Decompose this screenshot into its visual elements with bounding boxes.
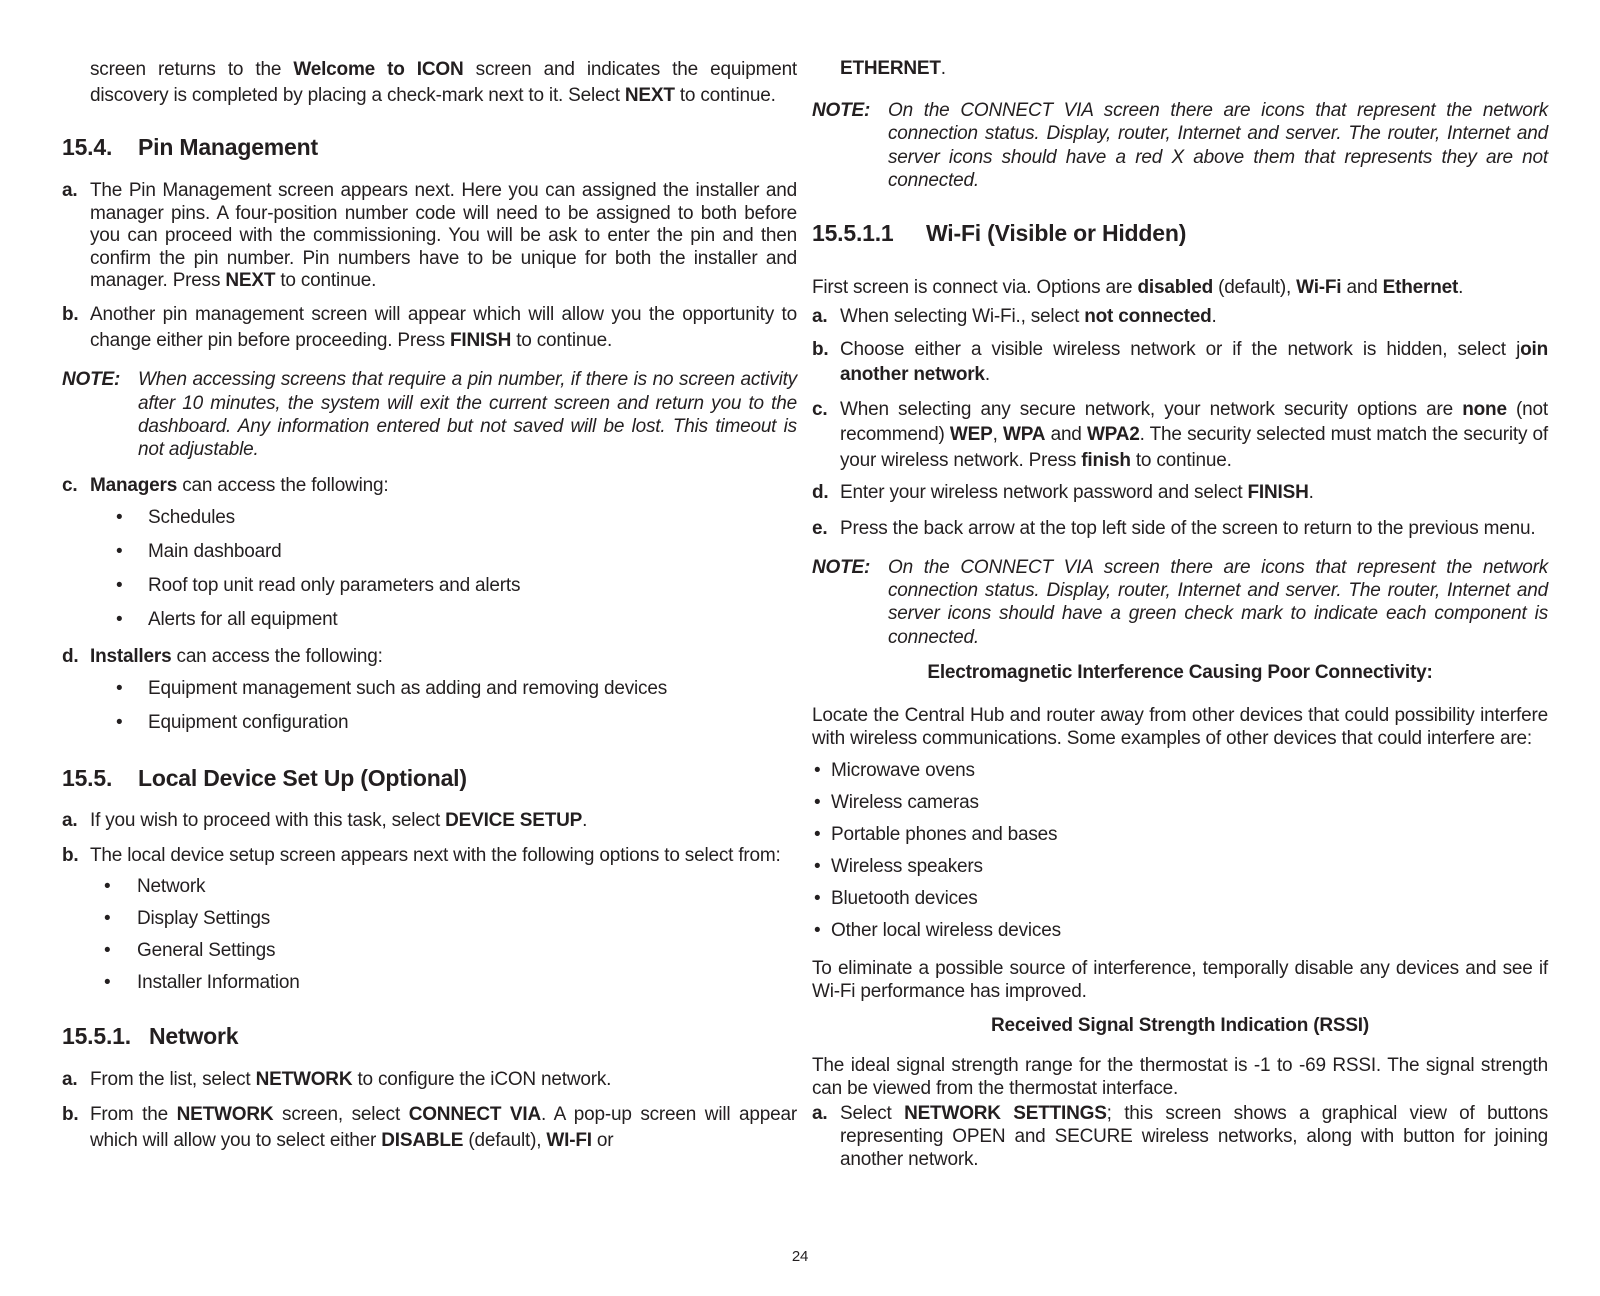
bullet-item <box>104 875 797 907</box>
heading-title: Local Device Set Up (Optional) <box>138 764 467 791</box>
bullet-item <box>116 506 797 540</box>
bullet-item <box>116 608 797 642</box>
heading-number: 15.5.1.1 <box>812 219 894 246</box>
devices-list <box>814 759 1548 951</box>
bold-text: Managers <box>90 474 178 496</box>
bullet-text: Equipment configuration <box>148 711 349 733</box>
bullet-icon: • <box>104 940 111 962</box>
bullet-text: Wireless speakers <box>831 855 983 877</box>
bullet-icon: • <box>814 919 821 941</box>
bold-text: WPA2 <box>1086 424 1140 446</box>
bullet-text: Main dashboard <box>148 540 282 562</box>
text-run: Select <box>840 1103 905 1125</box>
list-item-c <box>62 474 797 497</box>
bold-text: WI-FI <box>546 1129 592 1151</box>
bullet-item <box>814 887 1548 919</box>
bullet-item <box>116 574 797 608</box>
setup-options-list <box>104 875 797 1003</box>
text-run: to continue. <box>674 84 776 106</box>
item-label: a. <box>62 809 78 831</box>
bullet-icon: • <box>116 506 123 528</box>
bold-text: FINISH <box>450 329 512 351</box>
text-run: . <box>984 364 990 386</box>
text-run: or <box>591 1129 614 1151</box>
text-run: to configure the iCON network. <box>352 1069 612 1091</box>
heading-number: 15.4. <box>62 134 113 160</box>
section-heading-15-5-1 <box>62 1023 797 1050</box>
text-run: , <box>992 424 1003 446</box>
bold-text: disabled <box>1137 276 1213 298</box>
bold-text: ETHERNET <box>840 58 941 79</box>
item-label: b. <box>62 1104 79 1126</box>
text-run: . <box>1211 305 1217 327</box>
list-item-a <box>812 1103 1548 1171</box>
list-item-a <box>62 809 797 832</box>
bold-text: none <box>1462 398 1507 420</box>
list-item-b <box>62 1102 797 1153</box>
list-item-c <box>812 397 1548 474</box>
note-not-connected <box>812 99 1548 193</box>
bullet-icon: • <box>116 608 123 630</box>
bold-text: DEVICE SETUP <box>445 809 583 831</box>
bullet-text: Network <box>137 876 206 898</box>
bullet-item <box>104 907 797 939</box>
list-item-b <box>812 337 1548 388</box>
heading-title: Wi-Fi (Visible or Hidden) <box>926 219 1187 246</box>
text-run: and <box>1341 276 1383 298</box>
bullet-icon: • <box>116 677 123 699</box>
list-item-b <box>62 302 797 353</box>
item-label: c. <box>812 398 828 420</box>
heading-title: Pin Management <box>138 134 318 160</box>
text-run: When selecting any secure network, your network security options are <box>840 398 1463 420</box>
bullet-text: Installer Information <box>137 972 300 994</box>
bullet-icon: • <box>116 574 123 596</box>
text-run: . <box>582 809 588 831</box>
bold-text: NEXT <box>624 84 675 106</box>
text-run: Choose either a visible wireless network or if the network is hidden, select j <box>840 338 1521 360</box>
note-timeout <box>62 368 797 462</box>
bold-text: NEXT <box>225 270 276 292</box>
text-run: When accessing screens that require a pin number, if there is no screen activity after 10 minutes, the system will exit the current screen and return you to the dashboard. Any information entered but not saved will be lost. This timeout is not adjustable. <box>138 369 797 461</box>
bullet-item <box>116 711 797 745</box>
text-run: On the CONNECT VIA screen there are icons that represent the network connection status. Display, router, Internet and server. The router, Internet and server icons should have a red X above them that represents they are not connected. <box>888 100 1548 192</box>
list-item-a <box>62 1068 797 1091</box>
text-run: If you wish to proceed with this task, select <box>90 809 446 831</box>
section-heading-15-5-1-1 <box>812 220 1548 247</box>
bullet-item <box>814 759 1548 791</box>
list-item-e <box>812 516 1548 542</box>
bullet-text: Roof top unit read only parameters and alerts <box>148 574 521 596</box>
item-label: e. <box>812 518 828 540</box>
list-item-d <box>62 645 797 668</box>
text-run: screen, select <box>273 1104 409 1126</box>
text-run: . <box>940 58 946 79</box>
emi-paragraph <box>812 705 1548 751</box>
bullet-text: Wireless cameras <box>831 791 979 813</box>
list-item-d <box>812 481 1548 504</box>
bullet-item <box>814 791 1548 823</box>
text-run: to continue. <box>1130 449 1232 471</box>
text-run: to continue. <box>511 329 613 351</box>
text-run: Locate the Central Hub and router away from other devices that could possibility interfere with wireless communications. Some examples of other devices that could interfere are: <box>812 705 1548 750</box>
bold-text: Installers <box>90 645 172 667</box>
text-run: can access the following: <box>177 474 389 496</box>
item-label: a. <box>812 305 828 327</box>
item-label: NOTE: <box>62 369 121 391</box>
heading-title: Network <box>149 1023 239 1050</box>
bold-text: DISABLE <box>381 1129 464 1151</box>
text-run: ; this screen shows a graphical view of buttons representing OPEN and SECURE wireless networks, along with button for joining another network. <box>840 1103 1548 1171</box>
list-item-b <box>62 843 797 869</box>
bullet-item <box>104 971 797 1003</box>
item-label: NOTE: <box>812 100 871 121</box>
text-run: When selecting Wi-Fi., select <box>840 305 1085 327</box>
heading-number: 15.5.1. <box>62 1023 131 1050</box>
bold-text: finish <box>1081 449 1131 471</box>
bullet-item <box>116 677 797 711</box>
continued-text <box>812 57 1548 80</box>
section-heading-15-4 <box>62 134 797 161</box>
item-label: NOTE: <box>812 556 871 578</box>
bullet-text: Display Settings <box>137 908 271 930</box>
bullet-text: Alerts for all equipment <box>148 608 338 630</box>
text-run: screen and indicates the equipment discovery is completed by placing a check-mark next to it. Select <box>90 59 798 106</box>
bold-text: Wi-Fi <box>1296 276 1342 298</box>
text-run: On the CONNECT VIA screen there are icons that represent the network connection status. Display, router, Internet and server. The router, Internet and server icons should have a green check mark to indicate each component is connected. <box>888 556 1548 648</box>
text-run: and <box>1045 424 1087 446</box>
bullet-text: General Settings <box>137 940 276 962</box>
bold-text: NETWORK SETTINGS <box>904 1103 1107 1125</box>
first-screen-paragraph <box>812 276 1548 299</box>
text-run: From the list, select <box>90 1069 256 1091</box>
installers-list <box>116 677 797 745</box>
bullet-icon: • <box>104 876 111 898</box>
bold-text: Ethernet <box>1382 276 1459 298</box>
bullet-item <box>814 919 1548 951</box>
text-run: To eliminate a possible source of interference, temporally disable any devices and see if Wi-Fi performance has improved. <box>812 957 1548 1002</box>
text-run: can access the following: <box>171 645 383 667</box>
item-label: d. <box>62 645 79 667</box>
bullet-icon: • <box>116 540 123 562</box>
text-run: screen returns to the <box>90 59 294 80</box>
left-column <box>62 57 797 1153</box>
bold-text: NETWORK <box>176 1104 274 1126</box>
text-run: The ideal signal strength range for the thermostat is -1 to -69 RSSI. The signal strength can be viewed from the thermostat interface. <box>812 1054 1548 1099</box>
item-label: d. <box>812 482 829 504</box>
note-connected <box>812 556 1548 650</box>
bold-text: CONNECT VIA <box>408 1104 541 1126</box>
item-label: a. <box>62 180 78 201</box>
managers-list <box>116 506 797 642</box>
text-run: The Pin Management screen appears next. Here you can assigned the installer and manager pins. A four-position number code will need to be assigned to both before you can proceed with the commissioning. You will be ask to enter the pin and then confirm the pin number. Pin numbers have to be unique for both the installer and manager. Press <box>90 180 797 292</box>
text-run: . A pop-up screen will appear which will allow you to select either <box>90 1104 798 1151</box>
section-heading-15-5 <box>62 765 797 792</box>
bold-text: not connected <box>1084 305 1212 327</box>
bullet-icon: • <box>104 972 111 994</box>
item-label: c. <box>62 474 78 496</box>
item-label: a. <box>812 1103 828 1125</box>
bold-text: Welcome to ICON <box>293 59 464 80</box>
bold-text: WPA <box>1002 424 1046 446</box>
bold-text: WEP <box>949 424 993 446</box>
text-run: (not recommend) <box>840 398 1548 446</box>
item-label: b. <box>62 844 79 866</box>
text-run: (default), <box>463 1129 547 1151</box>
bullet-text: Equipment management such as adding and removing devices <box>148 677 668 699</box>
item-label: b. <box>62 303 79 325</box>
text-run: (default), <box>1212 276 1297 298</box>
bold-text: NETWORK <box>255 1069 353 1091</box>
bullet-icon: • <box>814 855 821 877</box>
text-run: . <box>1458 276 1464 298</box>
text-run: Another pin management screen will appear which will allow you the opportunity to change either pin before proceeding. Press <box>90 303 797 351</box>
bullet-item <box>116 540 797 574</box>
list-item-a <box>812 305 1548 328</box>
bullet-text: Schedules <box>148 506 235 528</box>
bullet-icon: • <box>814 823 821 845</box>
text-run: First screen is connect via. Options are <box>812 276 1138 298</box>
item-label: b. <box>812 338 829 360</box>
bold-text: FINISH <box>1247 482 1309 504</box>
bullet-text: Bluetooth devices <box>831 887 978 909</box>
bullet-icon: • <box>104 908 111 930</box>
intro-paragraph <box>62 57 797 108</box>
heading-number: 15.5. <box>62 764 113 791</box>
emi-heading: Electromagnetic Interference Causing Poor Connectivity: <box>927 662 1433 684</box>
text-run: to continue. <box>275 270 377 292</box>
rssi-paragraph <box>812 1055 1548 1101</box>
bullet-item <box>104 939 797 971</box>
text-run: Press the back arrow at the top left side of the screen to return to the previous menu. <box>840 518 1536 540</box>
bullet-icon: • <box>814 887 821 909</box>
bold-text: oin another network <box>840 338 1548 386</box>
right-column <box>812 57 1548 1172</box>
item-label: a. <box>62 1069 78 1091</box>
text-run: The local device setup screen appears next with the following options to select from: <box>90 844 781 866</box>
rssi-heading: Received Signal Strength Indication (RSSI) <box>991 1014 1369 1036</box>
text-run: From the <box>90 1104 177 1126</box>
bullet-icon: • <box>814 791 821 813</box>
text-run: . The security selected must match the security of your wireless network. Press <box>840 424 1548 471</box>
page-number: 24 <box>791 1248 809 1265</box>
bullet-text: Other local wireless devices <box>831 919 1061 941</box>
eliminate-paragraph <box>812 957 1548 1003</box>
bullet-item <box>814 855 1548 887</box>
bullet-icon: • <box>814 759 821 781</box>
bullet-item <box>814 823 1548 855</box>
text-run: . <box>1308 482 1314 504</box>
list-item-a <box>62 180 797 293</box>
bullet-text: Microwave ovens <box>831 759 975 781</box>
bullet-text: Portable phones and bases <box>831 823 1058 845</box>
text-run: Enter your wireless network password and select <box>840 482 1248 504</box>
bullet-icon: • <box>116 711 123 733</box>
